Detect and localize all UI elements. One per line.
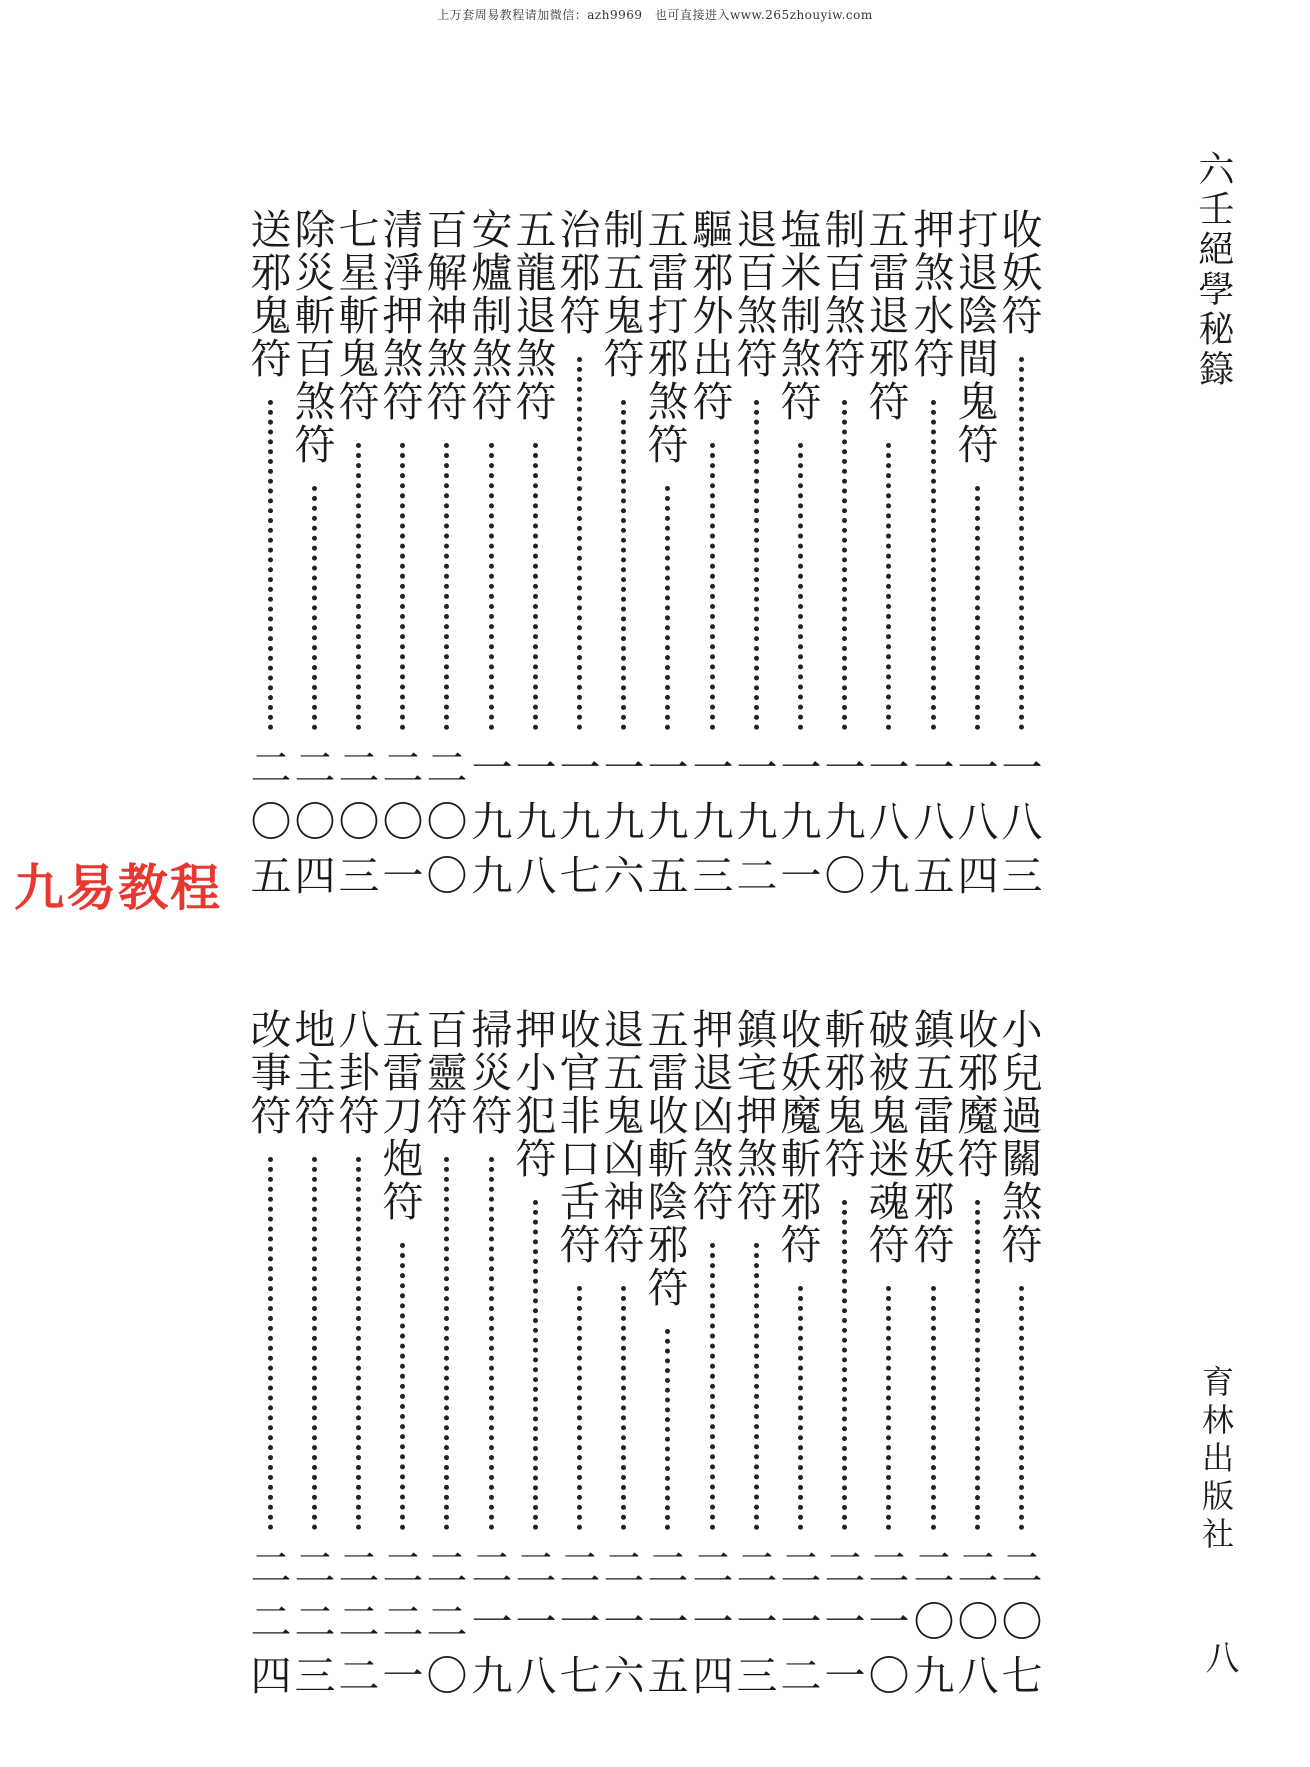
toc-entry-page: 一 九 二 (736, 744, 778, 900)
leader-dots (312, 1157, 317, 1530)
toc-entry-title: 制 五 鬼 符 (603, 206, 645, 383)
toc-entry-title: 收 妖 魔 斬 邪 符 (780, 1006, 822, 1269)
toc-entry-title: 制 百 煞 符 (824, 206, 866, 383)
leader-dots (665, 1329, 670, 1530)
leader-dots (1019, 1286, 1024, 1530)
toc-entry-title: 押 煞 水 符 (913, 206, 955, 383)
toc-entry-title: 地 主 符 (294, 1006, 336, 1140)
toc-entry-page: 二 二 〇 (426, 1544, 468, 1700)
leader-dots (356, 443, 361, 730)
toc-entry-page: 一 九 六 (603, 744, 645, 900)
toc-entry-title: 退 百 煞 符 (736, 206, 778, 383)
toc-entry-page: 一 八 九 (868, 744, 910, 900)
toc-entry-page: 一 九 一 (780, 744, 822, 900)
toc-entry-title: 五 雷 退 邪 符 (868, 206, 910, 426)
toc-entry (243, 1006, 299, 1710)
leader-dots (798, 443, 803, 730)
leader-dots (1019, 357, 1024, 730)
publisher-name: 育林出版社 (1197, 1365, 1235, 1555)
toc-entry-page: 二 〇 五 (250, 744, 292, 900)
toc-entry-title: 掃 災 符 (471, 1006, 513, 1140)
toc-entry-page: 一 九 七 (559, 744, 601, 900)
toc-entry-title: 押 退 凶 煞 符 (692, 1006, 734, 1226)
toc-entry-page: 二 一 一 (824, 1544, 866, 1700)
leader-dots (621, 400, 626, 730)
toc-entry-title: 押 小 犯 符 (515, 1006, 557, 1183)
toc-entry-title: 驅 邪 外 出 符 (692, 206, 734, 426)
toc-entry-title: 鎮 宅 押 煞 符 (736, 1006, 778, 1226)
toc-entry-title: 五 雷 收 斬 陰 邪 符 (647, 1006, 689, 1312)
toc-entry-page: 二 一 二 (780, 1544, 822, 1700)
toc-entry-title: 八 卦 符 (338, 1006, 380, 1140)
toc-entry (243, 206, 299, 910)
leader-dots (931, 1286, 936, 1530)
toc-entry-page: 二 一 九 (471, 1544, 513, 1700)
toc-entry-page: 二 〇 八 (957, 1544, 999, 1700)
leader-dots (798, 1286, 803, 1530)
top-banner: 上万套周易教程请加微信：azh9969 也可直接进入www.265zhouyiw.com (437, 8, 873, 22)
toc-entry-title: 五 雷 刀 炮 符 (382, 1006, 424, 1226)
toc-entry-title: 小 兒 過 關 煞 符 (1001, 1006, 1043, 1269)
toc-entry-page: 二 二 四 (250, 1544, 292, 1700)
leader-dots (754, 1243, 759, 1530)
leader-dots (533, 1200, 538, 1530)
leader-dots (886, 1286, 891, 1530)
toc-entry-page: 二 一 七 (559, 1544, 601, 1700)
leader-dots (577, 357, 582, 730)
leader-dots (268, 400, 273, 730)
leader-dots (975, 486, 980, 730)
watermark-logo: 九易教程 (14, 859, 222, 917)
leader-dots (842, 400, 847, 730)
toc-entry-page: 二 〇 四 (294, 744, 336, 900)
leader-dots (444, 443, 449, 730)
toc-entry-page: 二 一 〇 (868, 1544, 910, 1700)
leader-dots (489, 443, 494, 730)
toc-entry-page: 二 一 八 (515, 1544, 557, 1700)
toc-entry-page: 一 八 四 (957, 744, 999, 900)
toc-entry-page: 二 〇 一 (382, 744, 424, 900)
leader-dots (577, 1286, 582, 1530)
toc-entry-page: 二 二 三 (294, 1544, 336, 1700)
leader-dots (754, 400, 759, 730)
toc-entry-title: 百 靈 符 (426, 1006, 468, 1140)
toc-entry-title: 七 星 斬 鬼 符 (338, 206, 380, 426)
toc-entry-page: 二 〇 七 (1001, 1544, 1043, 1700)
toc-entry-title: 收 邪 魔 符 (957, 1006, 999, 1183)
toc-entry-title: 打 退 陰 間 鬼 符 (957, 206, 999, 469)
leader-dots (842, 1200, 847, 1530)
toc-entry-title: 除 災 斬 百 煞 符 (294, 206, 336, 469)
leader-dots (710, 1243, 715, 1530)
page-number: 八 (1199, 1640, 1239, 1674)
toc-entry-page: 二 〇 〇 (426, 744, 468, 900)
toc-entry-page: 二 一 三 (736, 1544, 778, 1700)
leader-dots (444, 1157, 449, 1530)
toc-entry-page: 一 九 三 (692, 744, 734, 900)
leader-dots (312, 486, 317, 730)
toc-entry-title: 五 龍 退 煞 符 (515, 206, 557, 426)
leader-dots (975, 1200, 980, 1530)
leader-dots (886, 443, 891, 730)
toc-entry-title: 退 五 鬼 凶 神 符 (603, 1006, 645, 1269)
book-title: 六壬絕學秘籙 (1193, 150, 1234, 390)
toc-entry-title: 五 雷 打 邪 煞 符 (647, 206, 689, 469)
toc-entry-page: 二 〇 三 (338, 744, 380, 900)
toc-entry-page: 二 一 六 (603, 1544, 645, 1700)
toc-entry-page: 二 一 五 (647, 1544, 689, 1700)
leader-dots (665, 486, 670, 730)
toc-entry-title: 治 邪 符 (559, 206, 601, 340)
leader-dots (710, 443, 715, 730)
leader-dots (931, 400, 936, 730)
toc-entry-title: 百 解 神 煞 符 (426, 206, 468, 426)
leader-dots (621, 1286, 626, 1530)
toc-entry-page: 一 八 三 (1001, 744, 1043, 900)
toc-entry-page: 二 〇 九 (913, 1544, 955, 1700)
toc-entry-page: 二 二 二 (338, 1544, 380, 1700)
toc-entry-page: 一 九 九 (471, 744, 513, 900)
toc-entry-page: 一 九 八 (515, 744, 557, 900)
toc-entry-title: 改 事 符 (250, 1006, 292, 1140)
leader-dots (268, 1157, 273, 1530)
toc-entry-page: 一 九 五 (647, 744, 689, 900)
toc-entry-title: 塩 米 制 煞 符 (780, 206, 822, 426)
toc-entry-page: 一 八 五 (913, 744, 955, 900)
toc-entry-page: 二 二 一 (382, 1544, 424, 1700)
toc-entry-title: 斬 邪 鬼 符 (824, 1006, 866, 1183)
toc-entry-title: 鎮 五 雷 妖 邪 符 (913, 1006, 955, 1269)
leader-dots (400, 1243, 405, 1530)
toc-entry-title: 收 妖 符 (1001, 206, 1043, 340)
leader-dots (356, 1157, 361, 1530)
toc-entry-title: 安 爐 制 煞 符 (471, 206, 513, 426)
leader-dots (533, 443, 538, 730)
toc-entry-title: 清 淨 押 煞 符 (382, 206, 424, 426)
leader-dots (400, 443, 405, 730)
toc-entry-title: 送 邪 鬼 符 (250, 206, 292, 383)
leader-dots (489, 1157, 494, 1530)
toc-entry-title: 破 被 鬼 迷 魂 符 (868, 1006, 910, 1269)
toc-entry-title: 收 官 非 口 舌 符 (559, 1006, 601, 1269)
toc-entry-page: 二 一 四 (692, 1544, 734, 1700)
toc-entry-page: 一 九 〇 (824, 744, 866, 900)
